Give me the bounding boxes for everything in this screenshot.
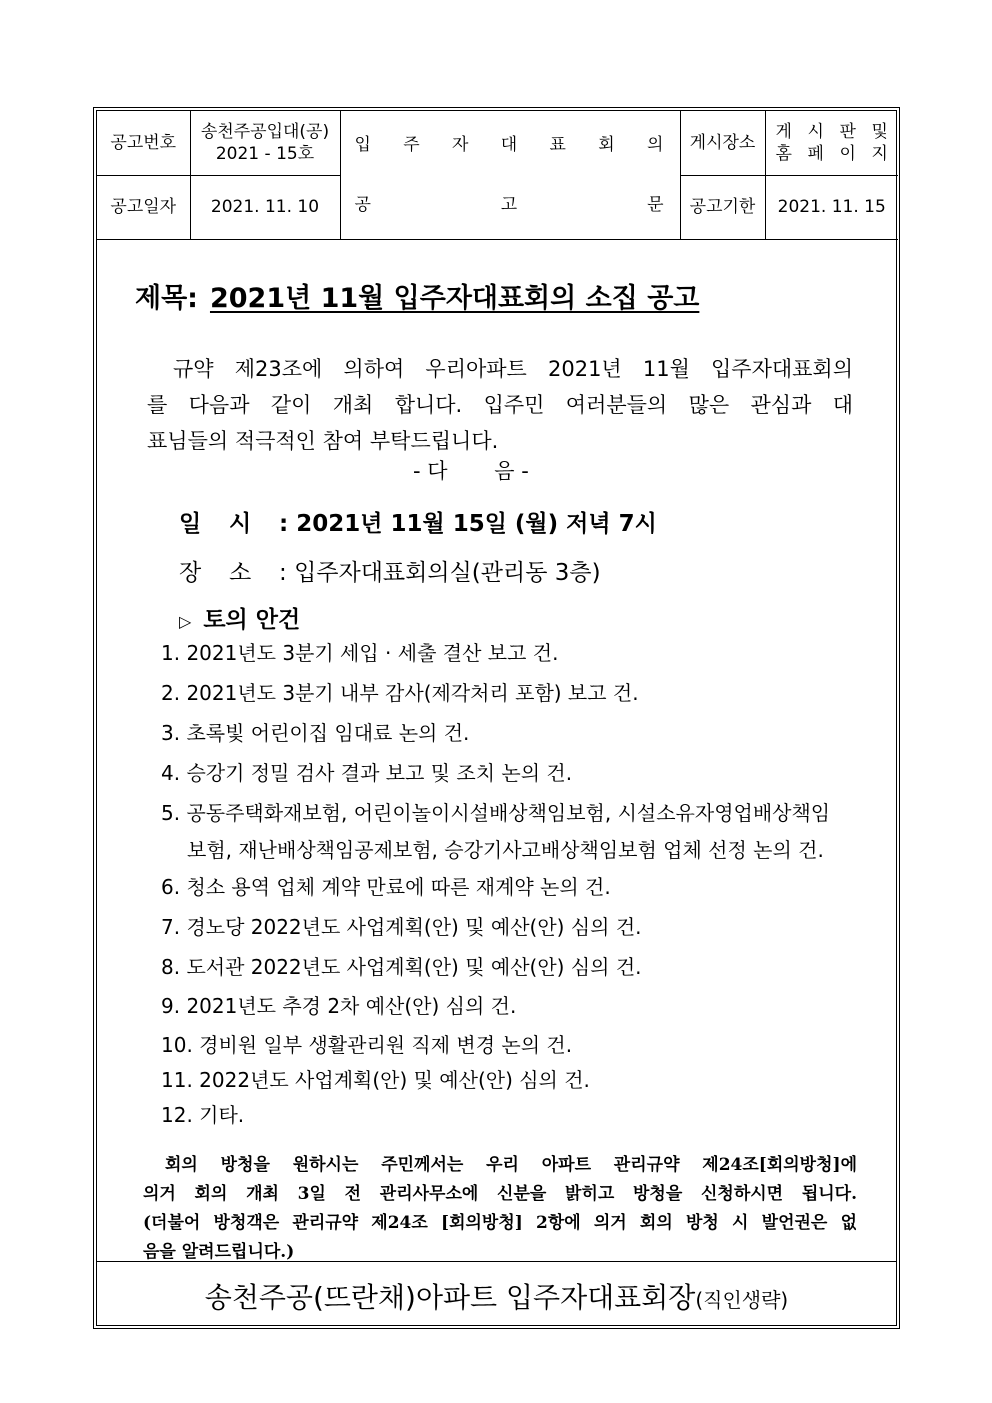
agenda-item: 4. 승강기 정밀 검사 결과 보고 및 조치 논의 건.	[161, 761, 573, 785]
agenda-item: 12. 기타.	[161, 1103, 245, 1127]
notice-number-value	[190, 111, 340, 175]
posting-place-character: 시	[807, 121, 824, 142]
subject-label: 제목:	[135, 283, 198, 314]
agenda-item: 8. 도서관 2022년도 사업계획(안) 및 예산(안) 심의 건.	[161, 955, 642, 979]
footer-signature	[97, 1276, 896, 1316]
title-character: 회	[598, 134, 617, 155]
agenda-heading	[179, 601, 300, 634]
notice-deadline-label: 공고기한	[680, 175, 765, 239]
agenda-item: 7. 경노당 2022년도 사업계획(안) 및 예산(안) 심의 건.	[161, 915, 642, 939]
venue-label-2: 소	[229, 560, 252, 586]
title-character: 표	[549, 134, 568, 155]
triangle-bullet-icon: ▷	[179, 612, 192, 631]
title-character: 의	[647, 134, 666, 155]
notice-line-4: 음을 알려드립니다.)	[143, 1242, 295, 1262]
footer-main: 송천주공(뜨란채)아파트 입주자대표회장	[204, 1281, 696, 1314]
document-frame	[93, 107, 900, 1329]
title-character: 공	[354, 194, 373, 215]
da-eum-heading: - 다 음 -	[413, 459, 529, 483]
title-character: 입	[354, 134, 373, 155]
notice-number-line2: 2021 - 15호	[215, 143, 315, 164]
notice-line-1: 회의 방청을 원하시는 주민께서는 우리 아파트 관리규약 제24조[회의방청]에	[165, 1155, 857, 1175]
document-inner-frame	[96, 110, 897, 1326]
agenda-item: 1. 2021년도 3분기 세입 · 세출 결산 보고 건.	[161, 641, 559, 665]
posting-place-line1	[766, 121, 899, 143]
meeting-datetime	[179, 505, 657, 538]
posting-place-character: 판	[839, 121, 856, 142]
footer-seal-note: (직인생략)	[695, 1288, 789, 1312]
subject-text: 2021년 11월 입주자대표회의 소집 공고	[209, 283, 700, 314]
title-character: 주	[403, 134, 422, 155]
footer-divider	[97, 1261, 896, 1262]
datetime-separator: :	[279, 511, 289, 537]
meeting-venue	[179, 554, 601, 587]
agenda-item: 6. 청소 용역 업체 계약 만료에 따른 재계약 논의 건.	[161, 875, 611, 899]
agenda-item: 9. 2021년도 추경 2차 예산(안) 심의 건.	[161, 994, 517, 1018]
posting-place-character: 홈	[775, 143, 792, 164]
agenda-item: 5. 공동주택화재보험, 어린이놀이시설배상책임보험, 시설소유자영업배상책임	[161, 801, 831, 825]
title-character: 고	[500, 194, 520, 215]
observer-notice	[143, 1151, 857, 1267]
venue-separator: :	[279, 560, 287, 586]
notice-line-2: 의거 회의 개최 3일 전 관리사무소에 신분을 밝히고 방청을 신청하시면 됩니다.	[143, 1184, 857, 1204]
intro-line-2: 를 다음과 같이 개최 합니다. 입주민 여러분들의 많은 관심과 대	[147, 393, 853, 417]
agenda-item-continuation: 보험, 재난배상책임공제보험, 승강기사고배상책임보험 업체 선정 논의 건.	[187, 838, 824, 862]
venue-value: 입주자대표회의실(관리동 3층)	[294, 560, 601, 586]
posting-place-character: 지	[871, 143, 888, 164]
notice-date-value: 2021. 11. 10	[190, 175, 340, 239]
document-title	[340, 111, 680, 239]
title-character: 자	[452, 134, 471, 155]
notice-number-label: 공고번호	[97, 111, 190, 175]
datetime-label-1: 일	[179, 511, 202, 537]
notice-date-label: 공고일자	[97, 175, 190, 239]
intro-line-1: 규약 제23조에 의하여 우리아파트 2021년 11월 입주자대표회의	[173, 357, 853, 381]
posting-place-label: 게시장소	[680, 111, 765, 175]
document-title-line1	[341, 115, 680, 175]
datetime-label-2: 시	[229, 511, 252, 537]
venue-label-1: 장	[179, 560, 202, 586]
header-table	[97, 111, 898, 240]
posting-place-character: 게	[775, 121, 792, 142]
posting-place-character: 이	[839, 143, 856, 164]
agenda-item: 11. 2022년도 사업계획(안) 및 예산(안) 심의 건.	[161, 1068, 590, 1092]
posting-place-value	[765, 111, 898, 175]
title-character: 문	[647, 194, 666, 215]
posting-place-line2	[766, 143, 899, 165]
subject-heading	[135, 276, 699, 315]
intro-paragraph	[147, 351, 853, 459]
agenda-item: 2. 2021년도 3분기 내부 감사(제각처리 포함) 보고 건.	[161, 681, 639, 705]
agenda-item: 3. 초록빛 어린이집 임대료 논의 건.	[161, 721, 470, 745]
intro-line-3: 표님들의 적극적인 참여 부탁드립니다.	[147, 429, 499, 453]
notice-number-line1: 송천주공입대(공)	[200, 121, 330, 142]
agenda-title: 토의 안건	[203, 607, 301, 633]
title-character: 대	[500, 134, 520, 155]
posting-place-character: 페	[807, 143, 824, 164]
posting-place-character: 및	[871, 121, 888, 142]
datetime-value: 2021년 11월 15일 (월) 저녁 7시	[296, 511, 657, 537]
agenda-item: 10. 경비원 일부 생활관리원 직제 변경 논의 건.	[161, 1033, 573, 1057]
notice-line-3: (더불어 방청객은 관리규약 제24조 [회의방청] 2항에 의거 회의 방청 시 발언권은 없	[143, 1213, 857, 1233]
notice-deadline-value: 2021. 11. 15	[765, 175, 898, 239]
document-title-line2	[341, 175, 680, 235]
